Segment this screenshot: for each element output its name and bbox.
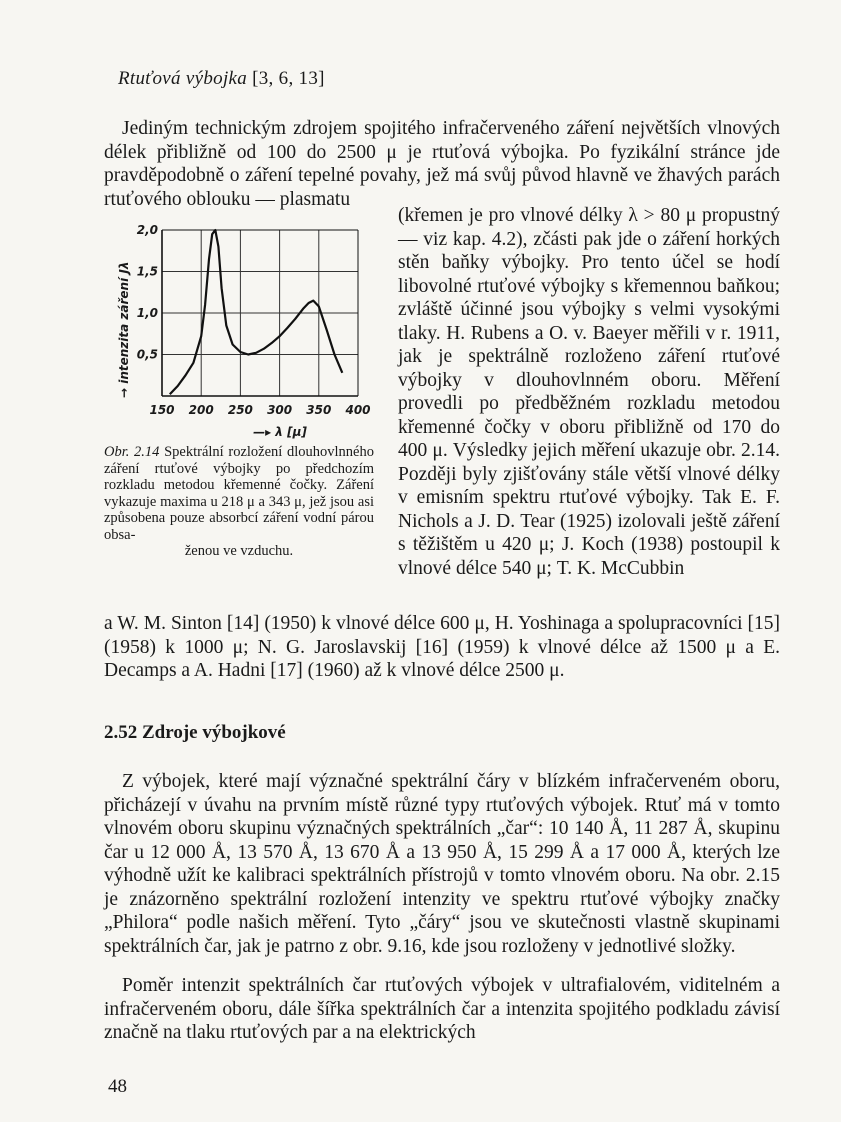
chart-xlabel: —▸ λ [μ] xyxy=(253,425,307,439)
y-tick-label: 2,0 xyxy=(136,223,158,237)
y-tick-label: 1,0 xyxy=(136,306,158,320)
section-title: 2.52 Zdroje výbojkové xyxy=(104,722,286,743)
caption-label: Obr. 2.14 xyxy=(104,444,160,460)
paragraph-continued: a W. M. Sinton [14] (1950) k vlnové délce 600 μ, H. Yoshinaga a spolupracovníci [15] (1958) k 1000 μ; N. G. Jaroslavskij [16] (1959) k vlnové délce až 1500 μ a E. Decamps a A. Hadni [17] (1960) až k vlnové délce 2500 μ. xyxy=(104,613,780,681)
x-tick-label: 400 xyxy=(345,403,371,417)
x-tick-label: 200 xyxy=(188,403,214,417)
series-line xyxy=(170,230,342,394)
y-tick-label: 1,5 xyxy=(136,264,158,279)
chart-grid xyxy=(162,230,358,396)
x-tick-label: 300 xyxy=(267,403,293,417)
paragraph-ratio: Poměr intenzit spektrálních čar rtuťových výbojek v ultrafialovém, viditelném a infračerveném oboru, dále šířka spektrálních čar a intenzita spojitého podkladu závisí značně na tlaku rtuťových par a na elektrických xyxy=(104,975,780,1043)
figure-caption xyxy=(104,444,374,560)
figure-2-14 xyxy=(100,216,390,456)
x-tick-label: 150 xyxy=(149,403,175,417)
caption-text: Spektrální rozložení dlouhovlnného záření rtuťové výbojky po předchozím rozkladu metodou křemenné čočky. Záření vykazuje maxima u 218 μ a 343 μ, jež jsou asi způsobena pouze absorbcí záření vodní párou obsa- xyxy=(104,444,374,543)
x-tick-label: 350 xyxy=(306,403,332,417)
paragraph-wrap: (křemen je pro vlnové délky λ > 80 μ propustný — viz kap. 4.2), zčásti pak jde o záření horkých stěn baňky výbojky. Pro tento účel se hodí libovolné rtuťové výbojky s křemennou baňkou; zvláště účinné jsou výbojky s velmi vysokými tlaky. H. Rubens a O. v. Baeyer měřili v r. 1911, jak je spektrálně rozloženo záření rtuťové výbojky v dlouhovlnném oboru. Měření provedli po předběžném rozkladu metodou křemenné čočky v oboru přibližně od 170 do 400 μ. Výsledky jejich měření ukazuje obr. 2.14. Později byly zjišťovány stále větší vlnové délky v emisním spektru rtuťové výbojky. Tak E. F. Nichols a J. D. Tear (1925) izolovali ještě záření s těžištěm u 420 μ; J. Koch (1938) postoupil k vlnové délce 540 μ; T. K. McCubbin xyxy=(398,205,780,579)
header-refs: [3, 6, 13] xyxy=(252,68,325,89)
running-title: Rtuťová výbojka xyxy=(118,68,248,89)
paragraph-discharge: Z výbojek, které mají význačné spektrální čáry v blízkém infračerveném oboru, přicházejí v úvahu na prvním místě různé typy rtuťových výbojek. Rtuť má v tomto vlnovém oboru skupinu význačných spektrálních „čar“: 10 140 Å, 11 287 Å, skupinu čar u 12 000 Å, 13 570 Å, 13 670 Å a 13 950 Å, 15 299 Å a 17 000 Å, kterých lze výhodně užít ke kalibraci spektrálních přístrojů v tomto vlnovém oboru. Na obr. 2.15 je znázorněno spektrální rozložení intenzity ve spektru rtuťové výbojky značky „Philora“ podle našich měření. Tyto „čáry“ jsou ve skutečnosti vlastně skupinami spektrálních čar, jak je patrno z obr. 9.16, kde jsou rozloženy v jednotlivé složky. xyxy=(104,771,780,957)
y-tick-label: 0,5 xyxy=(136,347,158,362)
chart-series xyxy=(170,230,342,394)
chart-ticks xyxy=(137,223,371,417)
chart-ylabel: → intenzita záření Jλ xyxy=(117,261,131,398)
page-number: 48 xyxy=(108,1076,127,1097)
caption-last-line: ženou ve vzduchu. xyxy=(184,543,294,559)
running-header xyxy=(118,68,325,90)
spectral-chart xyxy=(100,216,390,446)
x-tick-label: 250 xyxy=(227,403,253,417)
paragraph-intro: Jediným technickým zdrojem spojitého infračerveného záření největších vlnových délek přibližně od 100 do 2500 μ je rtuťová výbojka. Po fyzikální stránce jde pravděpodobně o záření tepelné povahy, jež má svůj původ hlavně ve žhavých parách rtuťového oblouku — plasmatu xyxy=(104,118,780,210)
